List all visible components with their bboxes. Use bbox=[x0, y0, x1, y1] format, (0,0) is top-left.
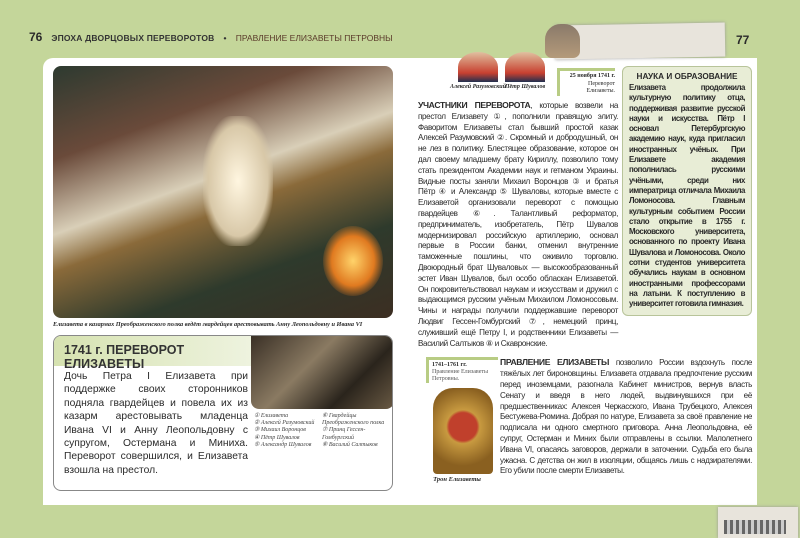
reign-caption-text: Правление Елизаветы Петровны. bbox=[432, 369, 489, 383]
elizabeth-figure bbox=[203, 116, 273, 246]
reign-text bbox=[500, 357, 752, 484]
legend-item: ③ Михаил Воронцов bbox=[254, 427, 306, 434]
throne-column bbox=[418, 357, 496, 484]
left-page-number: 76 bbox=[29, 30, 43, 44]
science-box-text: Елизавета продолжила культурную политику отца, поддерживая развитие русской науки и искусства. Пётр I основал Петербургскую академию наук, куда пригласил иностранных учёных. При Елизавете академия пополнилась русскими учёными, среди них императрица отличала Михаила Ломоносова. Главным культурным событием России стало открытие в 1755 г. Московского университета, основанного по проекту Ивана Шувалова и Ломоносова. Около сотни студентов университета обучались наукам в основном иностранными профессорами на латыни. К поступлению в университет готовила гимназия. bbox=[629, 83, 745, 309]
legend-item: ⑥ Гвардейцы Преображенского полка bbox=[322, 413, 385, 427]
portrait-name: Пётр Шувалов bbox=[504, 84, 546, 90]
reign-body: позволило России вздохнуть после тяжёлых лет бироновщины. Елизавета отдавала предпочтение русским перед иноземцами, разогнала Кабинет министров, вернув власть Сенату и введя в него людей, выдвинувшихся при её предшественниках: Алексея Черкасского, Ивана Трубецкого, Алексея Бестужева-Рюмина. Добрая по натуре, Елизавета за своё правление не подписала ни одного смертного приговора. Анна Леопольдовна, её супруг, Остерман и Миних были отправлены в ссылки. Малолетнего Ивана VI, опасаясь заговоров, держали в заточении. Судьба его была ужасна. С детства он жил в изоляции, общаясь лишь с надзирателями. Его убили после смерти Елизаветы. bbox=[500, 358, 752, 476]
participants-text bbox=[418, 100, 618, 349]
reign-section bbox=[418, 357, 752, 484]
portrait-name: Алексей Разумовский bbox=[450, 84, 506, 90]
coup-box bbox=[53, 335, 393, 491]
reign-years: 1741–1761 гг. bbox=[432, 362, 467, 369]
throne-image bbox=[433, 388, 493, 474]
section-title: ЭПОХА ДВОРЦОВЫХ ПЕРЕВОРОТОВ bbox=[51, 33, 215, 43]
figure-legend bbox=[254, 413, 392, 449]
main-illustration bbox=[53, 66, 393, 318]
legend-item: ① Елизавета bbox=[254, 413, 289, 419]
shell-image bbox=[545, 24, 580, 58]
winter-palace-image bbox=[724, 520, 786, 534]
right-page-number: 77 bbox=[736, 33, 750, 47]
legend-item: ⑧ Василий Салтыков bbox=[322, 441, 378, 448]
participants-heading: УЧАСТНИКИ ПЕРЕВОРОТА bbox=[418, 100, 531, 110]
coup-box-title: 1741 г. ПЕРЕВОРОТ ЕЛИЗАВЕТЫ bbox=[54, 336, 251, 366]
date-caption-text: Переворот Елизаветы. bbox=[586, 80, 615, 94]
sepia-illustration bbox=[251, 336, 393, 409]
legend-item: ② Алексей Разумовский bbox=[254, 420, 315, 427]
legend-item: ⑤ Александр Шувалов bbox=[254, 441, 312, 448]
participants-body: , которые возвели на престол Елизавету ①, пополнили правящую элиту. Фаворитом Елизаветы стал бывший простой казак Алексей Разумовский ②. Скромный и добродушный, он не лез в политику. Блестящее образование, которое он дал своему младшему брату Кириллу, позволило тому стать президентом Академии наук и гетманом Украины. Видные посты заняли Михаил Воронцов ③ и братья Пётр ④ и Александр ⑤ Шуваловы, которые вместе с Елизаветой организовали переворот с помощью гвардейцев ⑥. Талантливый реформатор, предприниматель, изобретатель, Пётр Шувалов модернизировал российскую артиллерию, основал первые в России банки, отменил внутренние таможенные пошлины, что оживило торговлю. Двоюродный брат Шуваловых — высокообразованный эстет Иван Шувалов, был особо обласкан Елизаветой. Он покровительствовал наукам и искусствам и дружил с выдающимся русским учёным Михаилом Ломоносовым. Чины и награды получили поддержавшие переворот Людвиг Гессен-Гомбургский ⑦, немецкий принц, служивший ещё Петру I, и родственники Елизаветы — Василий Салтыков ⑧ и Скавронские. bbox=[418, 101, 619, 348]
coup-box-text: Дочь Петра I Елизавета при поддержке своих сторонников подняла гвардейцев и повела их из казарм арестовывать младенца Ивана VI и Анну Леопольдовну с супругом, Остермана и Миниха. Переворот совершился, и Елизавета взошла на престол. bbox=[64, 371, 248, 476]
reign-caption bbox=[426, 357, 498, 383]
date-caption bbox=[557, 68, 615, 96]
portrait-shuvalov bbox=[505, 52, 545, 82]
legend-item: ⑦ Принц Гессен-Гомбургский bbox=[322, 427, 366, 441]
legend-item: ④ Пётр Шувалов bbox=[254, 434, 300, 441]
date: 25 ноября 1741 г. bbox=[569, 73, 615, 79]
reign-heading: ПРАВЛЕНИЕ ЕЛИЗАВЕТЫ bbox=[500, 357, 610, 368]
main-image-caption: Елизавета в казармах Преображенского полка ведёт гвардейцев арестовывать Анну Леопольдовну и Ивана VI bbox=[53, 321, 363, 328]
page-header bbox=[29, 30, 393, 44]
science-box-title: НАУКА И ОБРАЗОВАНИЕ bbox=[636, 72, 738, 81]
portrait-razumovsky bbox=[458, 52, 498, 82]
torn-note-top bbox=[555, 23, 726, 60]
chapter-title: ПРАВЛЕНИЕ ЕЛИЗАВЕТЫ ПЕТРОВНЫ bbox=[235, 33, 393, 43]
header-separator: • bbox=[223, 33, 227, 43]
torch-fire bbox=[323, 226, 383, 296]
throne-caption: Трон Елизаветы bbox=[433, 476, 481, 484]
science-box bbox=[622, 66, 752, 316]
